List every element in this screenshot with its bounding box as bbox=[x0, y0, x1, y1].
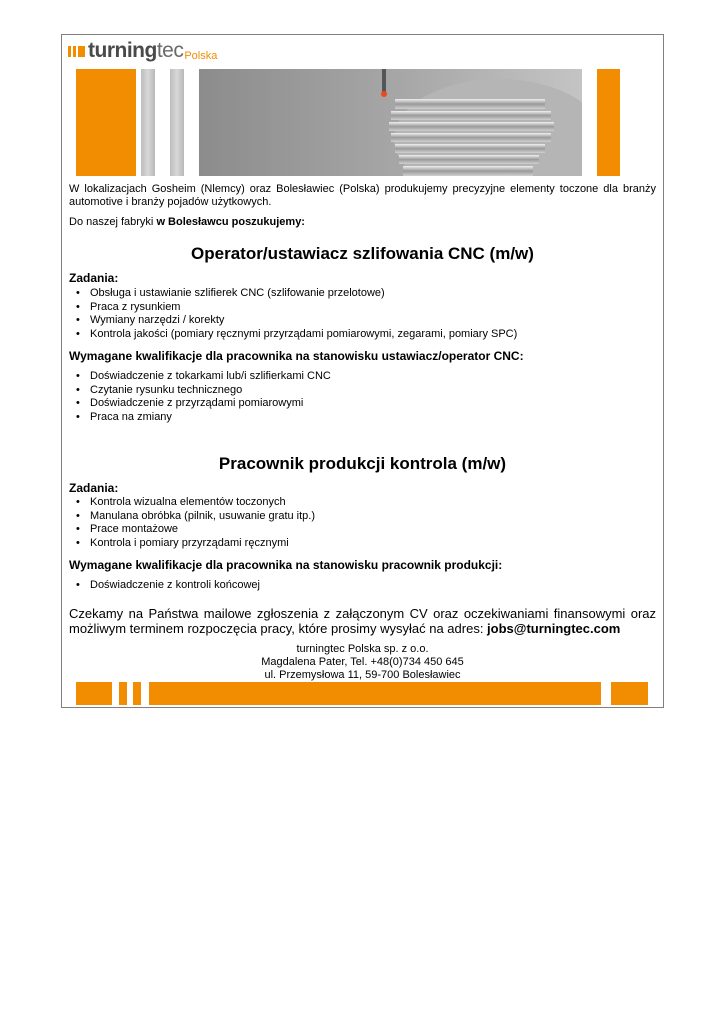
list-item: • Manulana obróbka (pilnik, usuwanie gratu itp.) bbox=[69, 510, 315, 524]
header-orange-block-right bbox=[597, 69, 620, 176]
logo-subtitle: Polska bbox=[184, 50, 218, 62]
footer-bar-main bbox=[149, 682, 601, 705]
footer-bar-stripe-1 bbox=[119, 682, 127, 705]
list-item: • Kontrola wizualna elementów toczonych bbox=[69, 496, 315, 510]
list-item: • Doświadczenie z kontroli końcowej bbox=[69, 579, 260, 593]
footer-address: ul. Przemysłowa 11, 59-700 Bolesławiec bbox=[264, 669, 461, 681]
list-item: • Doświadczenie z tokarkami lub/i szlifierkami CNC bbox=[69, 370, 331, 384]
company-logo bbox=[68, 40, 217, 62]
list-item: • Doświadczenie z przyrządami pomiarowymi bbox=[69, 397, 331, 411]
job2-tasks-heading: Zadania: bbox=[69, 481, 119, 495]
job1-requirements-heading: Wymagane kwalifikacje dla pracownika na stanowisku ustawiacz/operator CNC: bbox=[69, 349, 524, 363]
header-orange-block-left bbox=[76, 69, 136, 176]
list-item: • Kontrola jakości (pomiary ręcznymi przyrządami pomiarowymi, zegarami, pomiary SPC) bbox=[69, 328, 517, 342]
turned-part-image bbox=[199, 69, 582, 176]
header-grey-stripe-1 bbox=[141, 69, 155, 176]
list-item: • Czytanie rysunku technicznego bbox=[69, 384, 331, 398]
footer-company: turningtec Polska sp. z o.o. bbox=[296, 643, 429, 655]
header-photo bbox=[199, 69, 582, 176]
logo-bars-icon bbox=[68, 46, 85, 57]
footer-bar-block-1 bbox=[76, 682, 112, 705]
footer-contact: Magdalena Pater, Tel. +48(0)734 450 645 bbox=[261, 656, 464, 668]
list-item: • Praca na zmiany bbox=[69, 411, 331, 425]
job2-requirements-list bbox=[69, 579, 260, 593]
closing-text: Czekamy na Państwa mailowe zgłoszenia z załączonym CV oraz oczekiwaniami finansowymi oraz możliwym terminem rozpoczęcia pracy, które prosimy wysyłać na adres: jobs@turningtec.com bbox=[69, 606, 656, 636]
job1-title: Operator/ustawiacz szlifowania CNC (m/w) bbox=[191, 244, 534, 263]
job2-tasks-list bbox=[69, 496, 315, 550]
header-grey-stripe-2 bbox=[170, 69, 184, 176]
list-item: • Prace montażowe bbox=[69, 523, 315, 537]
list-item: • Obsługa i ustawianie szlifierek CNC (szlifowanie przelotowe) bbox=[69, 287, 517, 301]
job1-tasks-heading: Zadania: bbox=[69, 271, 119, 285]
job1-tasks-list bbox=[69, 287, 517, 341]
footer-bar-block-right bbox=[611, 682, 648, 705]
list-item: • Praca z rysunkiem bbox=[69, 301, 517, 315]
job1-requirements-list bbox=[69, 370, 331, 424]
logo-wordmark: turningtec bbox=[88, 39, 184, 62]
intro-text: W lokalizacjach Gosheim (Nlemcy) oraz Bolesławiec (Polska) produkujemy precyzyjne elementy toczone dla branży automotive i branży pojadów użytkowych. bbox=[69, 183, 656, 208]
job2-requirements-heading: Wymagane kwalifikacje dla pracownika na stanowisku pracownik produkcji: bbox=[69, 558, 503, 572]
job2-title: Pracownik produkcji kontrola (m/w) bbox=[218, 454, 507, 473]
list-item: • Wymiany narzędzi / korekty bbox=[69, 314, 517, 328]
list-item: • Kontrola i pomiary przyrządami ręcznymi bbox=[69, 537, 315, 551]
contact-email: jobs@turningtec.com bbox=[487, 621, 621, 636]
footer-bar-stripe-2 bbox=[133, 682, 141, 705]
lead-text: Do naszej fabryki w Bolesławcu poszukujemy: bbox=[69, 216, 305, 228]
